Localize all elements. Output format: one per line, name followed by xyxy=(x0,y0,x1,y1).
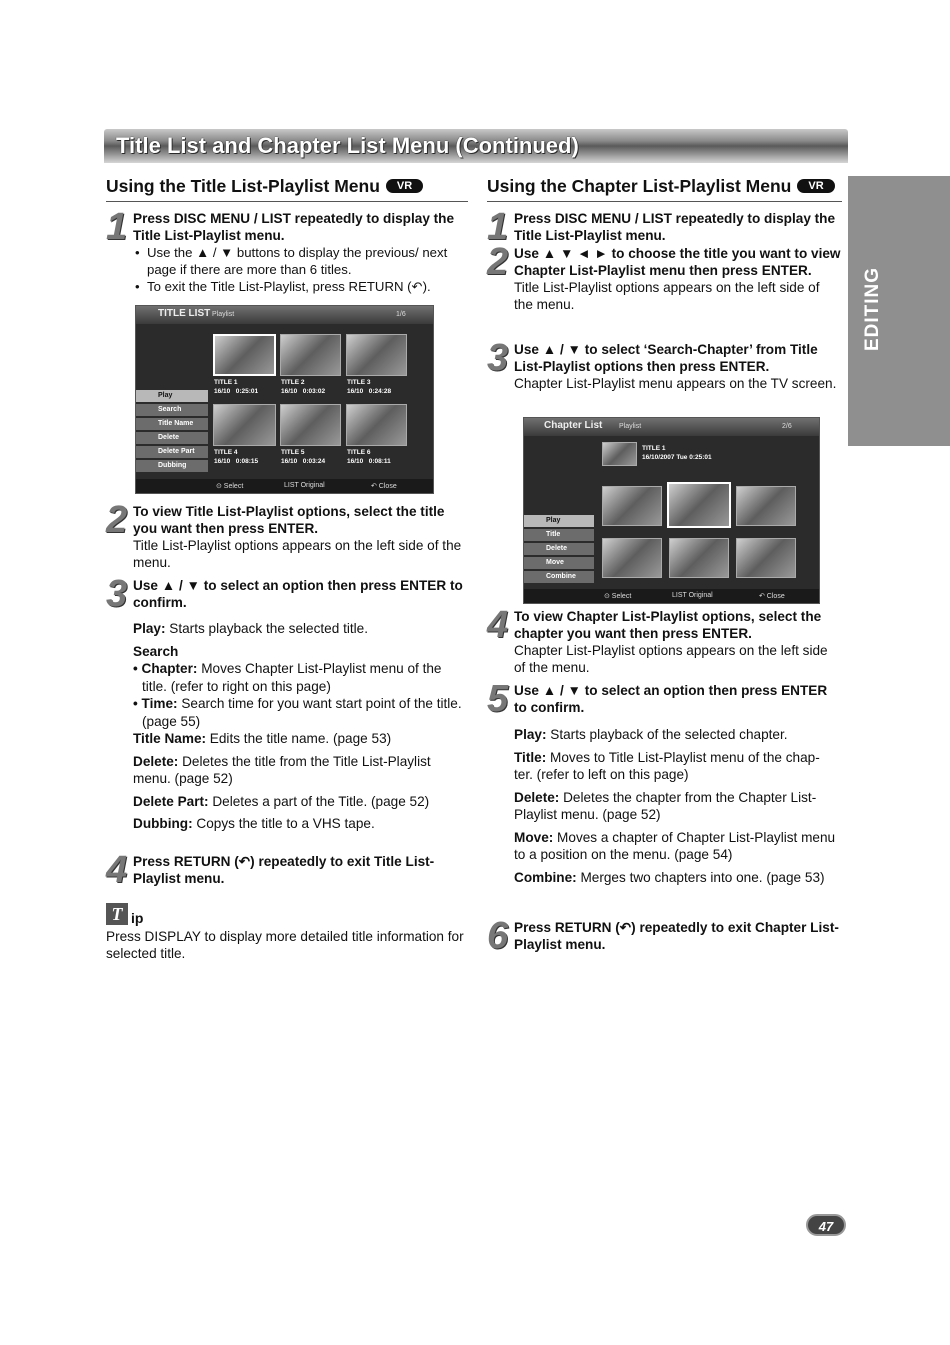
right-step-6 xyxy=(487,915,842,957)
chapter-thumbnail xyxy=(669,538,729,578)
step-instruction: Press DISC MENU / LIST repeatedly to display the Title List-Playlist menu. xyxy=(514,211,836,243)
step-instruction: Press RETURN (↶) repeatedly to exit Chapter List-Playlist menu. xyxy=(514,920,839,952)
right-step-4 xyxy=(487,604,842,676)
step-number: 4 xyxy=(106,849,126,891)
menu-title-name: Title Name xyxy=(136,418,208,430)
thumb-caption: TITLE 3 16/10 0:24:28 xyxy=(347,379,392,395)
footer-close: ↶ Close xyxy=(371,483,397,490)
footer-original: LIST Original xyxy=(284,482,325,489)
step-note: Title List-Playlist options appears on the left side of the menu. xyxy=(133,538,462,570)
chapter-thumbnail xyxy=(736,538,796,578)
left-step-3 xyxy=(106,573,468,615)
thumb-caption: TITLE 1 16/10 0:25:01 xyxy=(214,379,259,395)
thumbnail xyxy=(346,404,407,446)
thumb-caption: TITLE 4 16/10 0:08:15 xyxy=(214,449,259,465)
screen-subtitle: Playlist xyxy=(212,311,235,318)
step-instruction: Press DISC MENU / LIST repeatedly to display the Title List-Playlist menu. xyxy=(133,211,455,243)
menu-search: Search xyxy=(136,404,208,416)
screen-title: Chapter List xyxy=(544,420,603,431)
menu-combine: Combine xyxy=(524,571,594,583)
right-step-1 xyxy=(487,206,842,248)
chapter-thumbnail xyxy=(667,482,731,528)
tip-label: ip xyxy=(131,910,144,926)
vr-badge: VR xyxy=(386,179,423,193)
thumbnail xyxy=(280,334,341,376)
step-number: 3 xyxy=(106,573,126,615)
menu-title: Title xyxy=(524,529,594,541)
footer-select: ⊙ Select xyxy=(216,483,244,490)
option-delete: Delete: Deletes the title from the Title List-Playlist menu. (page 52) xyxy=(133,753,431,786)
step-note: Title List-Playlist options appears on the left side of the menu. xyxy=(514,280,820,312)
option-move: Move: Moves a chapter of Chapter List-Playlist menu to a position on the menu. (page 54) xyxy=(514,829,836,862)
screen-footer xyxy=(524,589,819,603)
thumb-caption: TITLE 2 16/10 0:03:02 xyxy=(281,379,326,395)
chapter-list-screenshot xyxy=(523,417,820,604)
option-time: • Time: Search time for you want start point of the title. (page 55) xyxy=(133,696,462,729)
page-title-banner xyxy=(104,129,848,163)
step-instruction: Press RETURN (↶) repeatedly to exit Title List-Playlist menu. xyxy=(133,854,435,886)
right-options-list xyxy=(487,726,842,886)
menu-play: Play xyxy=(524,515,594,527)
bullet-note: • Use the ▲ / ▼ buttons to display the previous/ next page if there are more than 6 titles. xyxy=(133,244,468,278)
tip-icon: T xyxy=(106,903,128,925)
title-thumbnail xyxy=(602,442,637,466)
step-number: 6 xyxy=(487,915,507,957)
step-instruction: Use ▲ / ▼ to select an option then press ENTER to confirm. xyxy=(514,683,828,715)
step-number: 4 xyxy=(487,604,507,646)
menu-play: Play xyxy=(136,390,208,402)
right-step-2 xyxy=(487,241,842,313)
option-chapter: • Chapter: Moves Chapter List-Playlist menu of the title. (refer to right on this page) xyxy=(133,661,442,694)
step-number: 2 xyxy=(106,499,126,541)
option-play: Play: Starts playback of the selected chapter. xyxy=(514,727,788,742)
option-dubbing: Dubbing: Copys the title to a VHS tape. xyxy=(133,816,375,831)
step-instruction: Use ▲ ▼ ◄ ► to choose the title you want to view Chapter List-Playlist menu then press ENTER. xyxy=(514,246,841,278)
step-note: Chapter List-Playlist menu appears on the TV screen. xyxy=(514,376,837,391)
step-number: 5 xyxy=(487,678,507,720)
title-info: TITLE 1 16/10/2007 Tue 0:25:01 xyxy=(642,445,712,461)
left-heading-text: Using the Title List-Playlist Menu xyxy=(106,176,380,196)
right-step-3 xyxy=(487,337,842,392)
screen-page: 1/6 xyxy=(396,311,406,318)
option-combine: Combine: Merges two chapters into one. (page 53) xyxy=(514,869,825,885)
section-tab-label: EDITING xyxy=(862,266,883,351)
right-section-heading xyxy=(487,176,842,202)
screen-title: TITLE LIST xyxy=(158,308,211,319)
right-heading-text: Using the Chapter List-Playlist Menu xyxy=(487,176,792,196)
bullet-note: • To exit the Title List-Playlist, press RETURN (↶). xyxy=(133,278,468,295)
left-step-4 xyxy=(106,849,468,891)
step-instruction: To view Title List-Playlist options, select the title you want then press ENTER. xyxy=(133,504,445,536)
vr-badge: VR xyxy=(797,179,834,193)
screen-footer xyxy=(136,479,433,493)
thumb-caption: TITLE 5 16/10 0:03:24 xyxy=(281,449,326,465)
option-title: Title: Moves to Title List-Playlist menu of the chap- ter. (refer to left on this page) xyxy=(514,749,820,782)
footer-close: ↶ Close xyxy=(759,593,785,600)
step-instruction: Use ▲ / ▼ to select an option then press ENTER to confirm. xyxy=(133,578,463,610)
step-note: Chapter List-Playlist options appears on the left side of the menu. xyxy=(514,643,828,675)
tip-text: Press DISPLAY to display more detailed title information for selected title. xyxy=(106,929,464,961)
thumbnail xyxy=(346,334,407,376)
option-play: Play: Starts playback the selected title. xyxy=(133,621,368,636)
footer-select: ⊙ Select xyxy=(604,593,632,600)
section-tab xyxy=(848,176,950,446)
chapter-thumbnail xyxy=(602,538,662,578)
option-delete-part: Delete Part: Deletes a part of the Title. (page 52) xyxy=(133,793,430,809)
page-number: 47 xyxy=(806,1214,846,1236)
thumbnail xyxy=(280,404,341,446)
step-number: 2 xyxy=(487,241,507,283)
menu-delete: Delete xyxy=(136,432,208,444)
option-search: Search xyxy=(133,643,179,659)
page-title: Title List and Chapter List Menu (Continued) xyxy=(116,133,579,158)
thumbnail xyxy=(213,404,276,446)
menu-move: Move xyxy=(524,557,594,569)
menu-delete: Delete xyxy=(524,543,594,555)
left-options-list xyxy=(106,620,468,833)
step-instruction: To view Chapter List-Playlist options, select the chapter you want then press ENTER. xyxy=(514,609,822,641)
step-number: 1 xyxy=(106,206,126,248)
thumb-caption: TITLE 6 16/10 0:08:11 xyxy=(347,449,391,465)
screen-page: 2/6 xyxy=(782,423,792,430)
step-number: 3 xyxy=(487,337,507,379)
option-delete: Delete: Deletes the chapter from the Chapter List- Playlist menu. (page 52) xyxy=(514,789,817,822)
option-title-name: Title Name: Edits the title name. (page 53) xyxy=(133,731,392,746)
screen-subtitle: Playlist xyxy=(619,423,642,430)
left-step-1 xyxy=(106,206,468,295)
title-list-screenshot xyxy=(135,305,434,494)
step-number: 1 xyxy=(487,206,507,248)
chapter-thumbnail xyxy=(736,486,796,526)
right-step-5 xyxy=(487,678,842,720)
left-step-2 xyxy=(106,499,468,571)
left-column xyxy=(106,176,468,891)
step-instruction: Use ▲ / ▼ to select ‘Search-Chapter’ from Title List-Playlist options then press ENTER. xyxy=(514,342,818,374)
menu-dubbing: Dubbing xyxy=(136,460,208,472)
right-column xyxy=(487,176,842,957)
thumbnail xyxy=(213,334,276,376)
left-section-heading xyxy=(106,176,468,202)
menu-delete-part: Delete Part xyxy=(136,446,208,458)
footer-original: LIST Original xyxy=(672,592,713,599)
chapter-thumbnail xyxy=(602,486,662,526)
